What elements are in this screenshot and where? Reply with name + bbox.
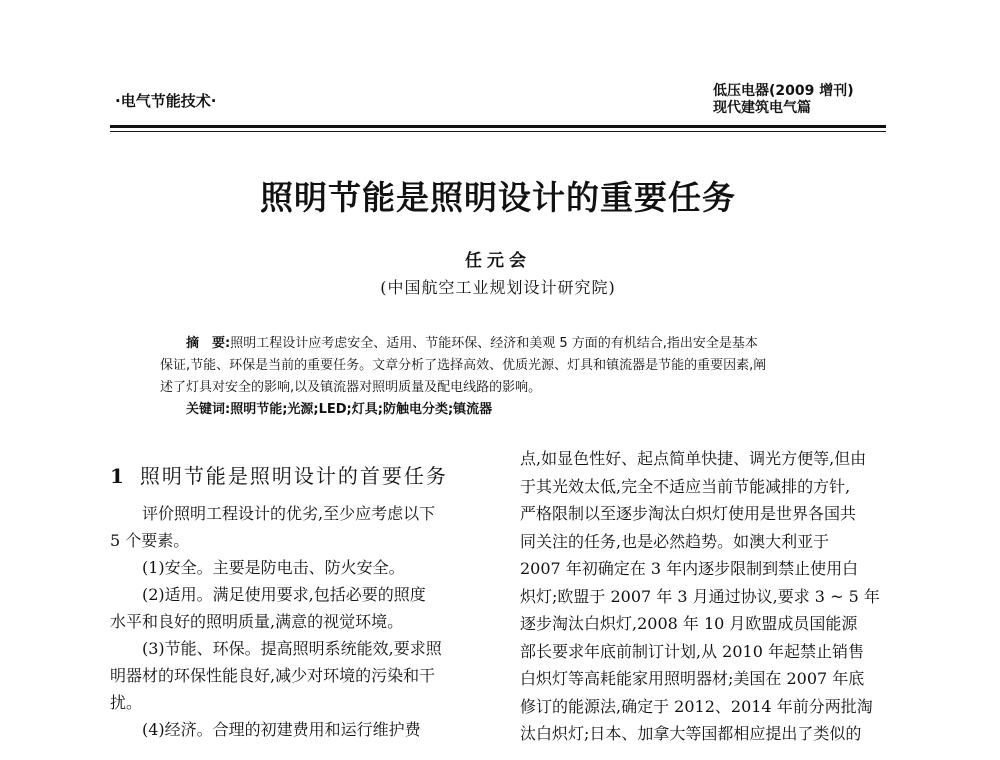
paragraph-line: 白炽灯等高耗能家用照明器材;美国在 2007 年底 xyxy=(520,669,865,688)
abstract-label: 摘 要: xyxy=(186,336,231,351)
paragraph-line: (3)节能、环保。提高照明系统能效,要求照 xyxy=(142,639,442,658)
paragraph-line: 逐步淘汰白炽灯,2008 年 10 月欧盟成员国能源 xyxy=(520,614,858,633)
header-rule-thin xyxy=(110,131,886,132)
header-rule-thick xyxy=(110,125,886,128)
article-title: 照明节能是照明设计的重要任务 xyxy=(260,178,736,217)
paragraph-line: 炽灯;欧盟于 2007 年 3 月通过协议,要求 3 ~ 5 年 xyxy=(520,586,880,606)
keywords-line xyxy=(160,399,866,421)
author-name: 任元会 xyxy=(465,251,531,271)
running-header-journal xyxy=(713,83,854,117)
journal-name: 低压电器(2009 增刊) xyxy=(713,83,854,99)
paragraph-line: (4)经济。合理的初建费用和运行维护费 xyxy=(142,720,421,739)
paragraph-line: (2)适用。满足使用要求,包括必要的照度 xyxy=(142,585,426,604)
section-number: 1 xyxy=(110,464,126,488)
paragraph-line: 于其光效太低,完全不适应当前节能减排的方针, xyxy=(520,476,851,496)
abstract-line xyxy=(160,333,866,355)
paragraph-line: 评价照明工程设计的优劣,至少应考虑以下 xyxy=(142,504,436,523)
paragraph-line: 2007 年初确定在 3 年内逐步限制到禁止使用白 xyxy=(520,559,859,578)
right-column xyxy=(520,445,892,748)
abstract-line: 述了灯具对安全的影响,以及镇流器对照明质量及配电线路的影响。 xyxy=(160,380,542,395)
paragraph-line: 部长要求年底前制订计划,从 2010 年起禁止销售 xyxy=(520,641,864,661)
paragraph-line: 水平和良好的照明质量,满意的视觉环境。 xyxy=(110,612,404,631)
running-header-section: ·电气节能技术· xyxy=(115,92,217,110)
left-column xyxy=(110,500,490,743)
paragraph-line: 5 个要素。 xyxy=(110,531,190,550)
paragraph-line: 扰。 xyxy=(110,693,143,712)
paragraph-line: 严格限制以至逐步淘汰白炽灯使用是世界各国共 xyxy=(520,504,857,523)
paragraph-line: 点,如显色性好、起点简单快捷、调光方便等,但由 xyxy=(520,449,867,468)
keywords-text: 照明节能;光源;LED;灯具;防触电分类;镇流器 xyxy=(230,402,493,417)
author-affiliation: (中国航空工业规划设计研究院) xyxy=(380,278,616,297)
paragraph-line: 明器材的环保性能良好,减少对环境的污染和干 xyxy=(110,666,436,685)
paragraph-line: 同关注的任务,也是必然趋势。如澳大利亚于 xyxy=(520,531,830,551)
abstract xyxy=(160,333,866,421)
paragraph-line: 修订的能源法,确定于 2012、2014 年前分两批淘 xyxy=(520,696,873,716)
section-heading xyxy=(110,460,448,489)
paragraph-line: (1)安全。主要是防电击、防火安全。 xyxy=(142,558,405,577)
abstract-line: 保证,节能、环保是当前的重要任务。文章分析了选择高效、优质光源、灯具和镇流器是节能的重要因素,阐 xyxy=(160,358,767,373)
keywords-label: 关键词: xyxy=(186,402,231,417)
section-title: 照明节能是照明设计的首要任务 xyxy=(139,464,448,488)
abstract-text: 照明工程设计应考虑安全、适用、节能环保、经济和美观 5 方面的有机结合,指出安全是基本 xyxy=(230,336,758,351)
paragraph-line: 汰白炽灯;日本、加拿大等国都相应提出了类似的 xyxy=(520,724,862,743)
journal-section: 现代建筑电气篇 xyxy=(713,100,811,116)
